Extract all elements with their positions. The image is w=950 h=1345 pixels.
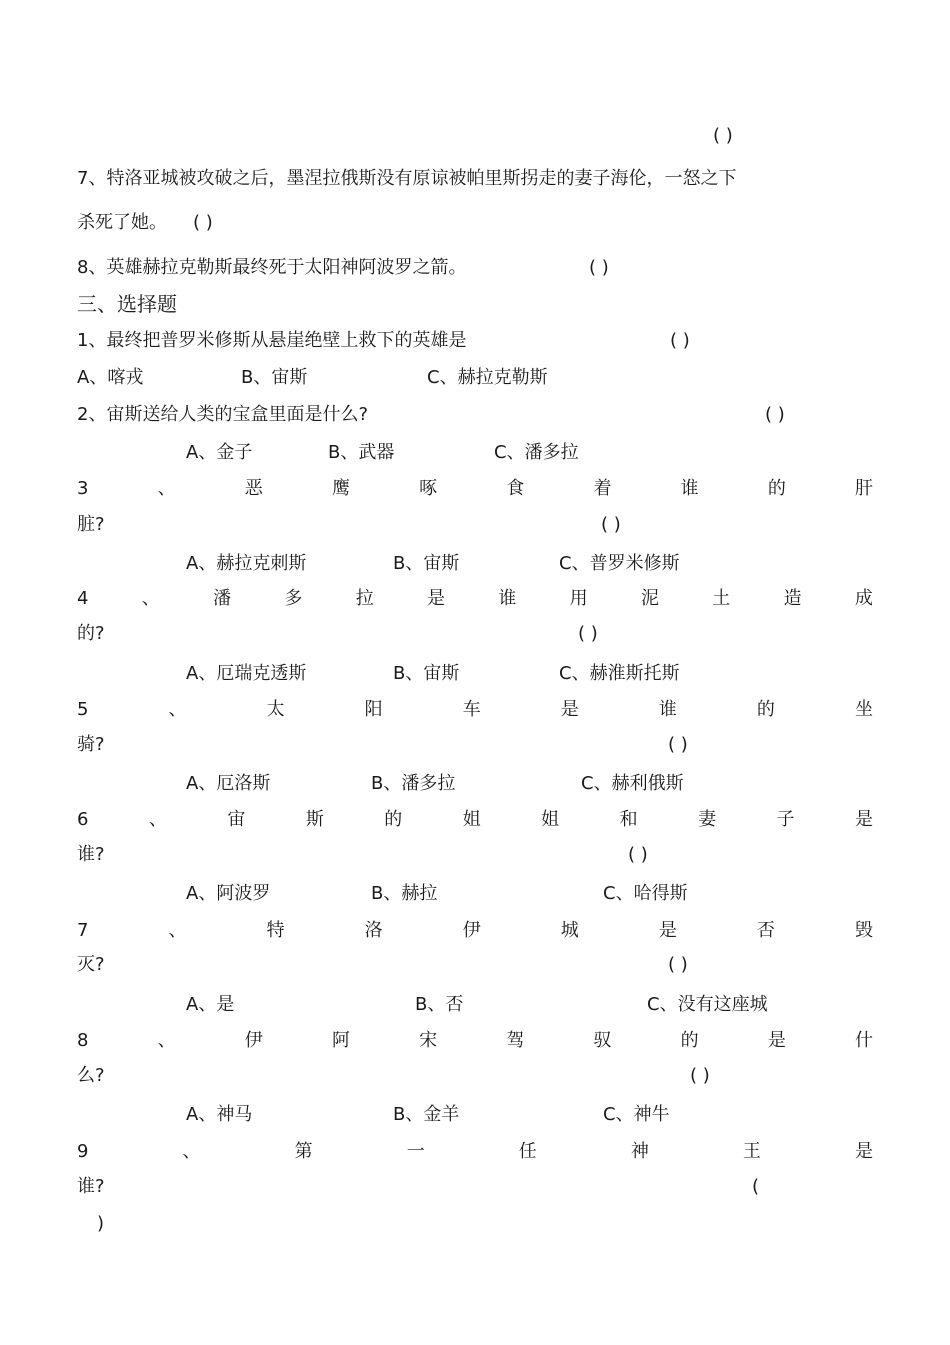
question-char: 的 [384,809,403,830]
answer-blank: ( ) [628,844,648,865]
option-b: B、赫拉 [371,883,438,904]
question-4 [77,587,873,611]
question-char: 是 [854,809,873,830]
option-c: C、潘多拉 [494,442,579,463]
tf-question-8: 8、英雄赫拉克勒斯最终死于太阳神阿波罗之箭。 [77,257,467,278]
question-char: 6 [77,809,89,830]
option-b: B、宙斯 [393,553,460,574]
question-char: 坐 [854,699,873,720]
question-char: 洛 [364,920,383,941]
question-char: 妻 [698,809,717,830]
option-b: B、武器 [328,442,395,463]
question-char: 的 [756,699,775,720]
question-5 [77,698,873,722]
question-7-cont: 灭? [77,954,105,975]
option-c: C、神牛 [603,1104,670,1125]
option-b: B、宙斯 [393,663,460,684]
question-char: 驾 [506,1030,525,1051]
question-6-cont: 谁? [77,844,105,865]
question-3 [77,477,873,501]
question-char: 9 [77,1141,89,1162]
question-char: 、 [148,809,167,830]
option-a: A、阿波罗 [186,883,271,904]
question-char: 、 [168,920,187,941]
option-c: C、赫拉克勒斯 [427,367,548,388]
question-char: 谁 [680,478,699,499]
question-char: 7 [77,920,89,941]
option-a: A、厄瑞克透斯 [186,663,307,684]
question-char: 否 [756,920,775,941]
answer-blank: ( ) [765,404,785,425]
question-char: 、 [157,1030,176,1051]
question-char: 肝 [855,478,873,499]
answer-blank: ( ) [601,514,621,535]
question-char: 恶 [244,478,263,499]
answer-blank: ( ) [589,257,609,278]
question-3-cont: 脏? [77,514,105,535]
option-c: C、没有这座城 [647,994,768,1015]
question-char: 一 [406,1141,425,1162]
question-8-cont: 么? [77,1065,105,1086]
question-char: 神 [630,1141,649,1162]
question-char: 、 [141,588,160,609]
question-char: 子 [776,809,795,830]
question-char: 阿 [331,1030,350,1051]
question-char: 4 [77,588,89,609]
question-char: 土 [712,588,731,609]
answer-blank-close: ) [97,1213,105,1234]
question-char: 宋 [419,1030,438,1051]
option-b: B、潘多拉 [371,773,456,794]
question-char: 、 [168,699,187,720]
option-c: C、赫利俄斯 [581,773,684,794]
question-char: 多 [284,588,303,609]
answer-blank: ( ) [713,125,733,146]
answer-blank: ( ) [668,954,688,975]
question-char: 、 [157,478,176,499]
question-char: 的 [767,478,786,499]
option-c: C、赫淮斯托斯 [559,663,680,684]
tf-question-7-line1: 7、特洛亚城被攻破之后，墨涅拉俄斯没有原谅被帕里斯拐走的妻子海伦，一怒之下 [77,168,737,189]
question-char: 谁 [658,699,677,720]
question-char: 城 [560,920,579,941]
question-char: 5 [77,699,89,720]
question-char: 伊 [462,920,481,941]
question-char: 什 [855,1030,873,1051]
question-char: 是 [560,699,579,720]
question-char: 的 [680,1030,699,1051]
option-b: B、宙斯 [241,367,308,388]
question-char: 是 [855,1141,873,1162]
question-char: 第 [294,1141,313,1162]
question-char: 拉 [355,588,374,609]
question-char: 3 [77,478,89,499]
option-a: A、厄洛斯 [186,773,271,794]
question-4-cont: 的? [77,623,105,644]
question-char: 任 [518,1141,537,1162]
question-char: 谁 [498,588,517,609]
question-8 [77,1029,873,1053]
option-b: B、金羊 [393,1104,460,1125]
question-2: 2、宙斯送给人类的宝盒里面是什么? [77,404,369,425]
question-char: 食 [506,478,525,499]
option-b: B、否 [415,994,464,1015]
question-char: 姐 [462,809,481,830]
option-c: C、普罗米修斯 [559,553,680,574]
question-char: 斯 [305,809,324,830]
answer-blank: ( ) [193,212,213,233]
option-a: A、是 [186,994,235,1015]
section-heading: 三、选择题 [77,292,177,316]
question-char: 、 [182,1141,201,1162]
answer-blank-open: ( [752,1176,760,1197]
question-char: 是 [658,920,677,941]
question-char: 驭 [593,1030,612,1051]
answer-blank: ( ) [578,623,598,644]
question-char: 潘 [213,588,232,609]
question-char: 特 [266,920,285,941]
question-char: 王 [742,1141,761,1162]
question-char: 8 [77,1030,89,1051]
question-char: 毁 [854,920,873,941]
question-char: 宙 [227,809,246,830]
question-char: 啄 [419,478,438,499]
question-9 [77,1140,873,1164]
question-char: 是 [427,588,446,609]
question-char: 车 [462,699,481,720]
question-1: 1、最终把普罗米修斯从悬崖绝壁上救下的英雄是 [77,330,467,351]
option-a: A、金子 [186,442,253,463]
question-char: 泥 [640,588,659,609]
question-char: 伊 [244,1030,263,1051]
question-char: 成 [854,588,873,609]
answer-blank: ( ) [690,1065,710,1086]
question-char: 用 [569,588,588,609]
question-char: 鹰 [331,478,350,499]
option-a: A、神马 [186,1104,253,1125]
question-char: 和 [619,809,638,830]
option-c: C、哈得斯 [603,883,688,904]
question-7 [77,919,873,943]
tf-question-7-line2: 杀死了她。 [77,212,167,233]
question-char: 姐 [541,809,560,830]
answer-blank: ( ) [668,734,688,755]
question-char: 着 [593,478,612,499]
option-a: A、喀戎 [77,367,144,388]
question-char: 造 [783,588,802,609]
question-char: 阳 [364,699,383,720]
question-6 [77,808,873,832]
question-9-cont: 谁? [77,1176,105,1197]
question-5-cont: 骑? [77,734,105,755]
answer-blank: ( ) [670,330,690,351]
option-a: A、赫拉克刺斯 [186,553,307,574]
question-char: 太 [266,699,285,720]
question-char: 是 [767,1030,786,1051]
